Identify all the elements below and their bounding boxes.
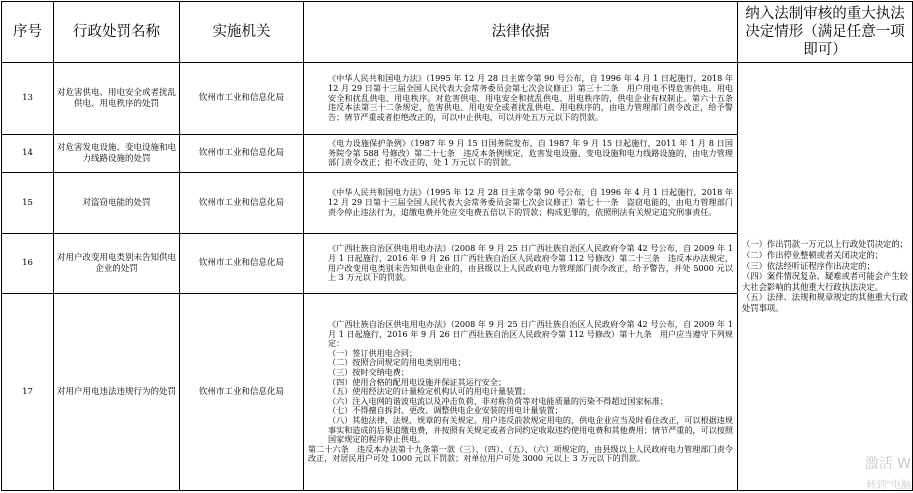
activation-watermark: 激活 W xyxy=(864,456,911,472)
basis-item: （三）按时交纳电费； xyxy=(328,367,409,378)
basis-item: （七）不得擅自拆封、更改、调整供电企业安装的用电计量装置； xyxy=(328,405,563,416)
basis-item: （五）使用经法定的计量检定机构认可的用电计量装置； xyxy=(328,386,531,397)
row-name: 对危害发电设施、变电设施和电力线路设施的处罚 xyxy=(54,135,180,173)
row-name: 对盗窃电能的处罚 xyxy=(54,173,180,234)
row-agency: 钦州市工业和信息化局 xyxy=(180,294,304,491)
penalty-table xyxy=(1,1,913,491)
basis-paragraph: 《广西壮族自治区供电用电办法》（2008 年 9 月 25 日广西壮族自治区人民政府令第 42 号公布，自 2009 年 1 月 1 日起施行，2016 年 9 月 26 日广西壮族自治区人民政府令第 112 号修改）第十九条 用户应当遵守下列规定： xyxy=(328,319,733,349)
basis-item: （八）其他法律、法规、规章的有关规定。用户违反前款规定用电的，供电企业应当及时看住改正，可以根据违规事实和造成的后果追缴电费，并按照有关规定或者合同约定收取违约使用电费和其他费用；情节严重的，可以按照国家规定的程序停止供电。 xyxy=(328,414,733,445)
row-basis xyxy=(304,294,738,491)
basis-paragraph: 《中华人民共和国电力法》（1995 年 12 月 28 日主席令第 90 号公布，自 1996 年 4 月 1 日起施行，2018 年 12 月 29 日第十三届全国人民代表大会常务委员会第七次会议修正）第七十一条 盗窃电能的，由电力管理部门责令停止违法行为，追缴电费并处应交电费五倍以下的罚款；构成犯罪的，依照刑法有关规定追究刑事责任。 xyxy=(328,187,733,217)
condition-item: （三）依法经听证程序作出决定的； xyxy=(742,260,875,271)
row-name: 对危害供电、用电安全或者扰乱供电、用电秩序的处罚 xyxy=(54,63,180,135)
header-agency: 实施机关 xyxy=(180,2,304,63)
row-no: 16 xyxy=(2,234,54,294)
header-basis: 法律依据 xyxy=(304,2,738,63)
basis-item: （四）使用合格的配用电设施并保证其运行安全； xyxy=(328,376,507,387)
condition-item: （五）法律、法规和规章规定的其他重大行政处罚事项。 xyxy=(742,292,908,313)
row-basis xyxy=(304,173,738,234)
basis-paragraph: 《中华人民共和国电力法》（1995 年 12 月 28 日主席令第 90 号公布，自 1996 年 4 月 1 日起施行，2018 年 12 月 29 日第十三届全国人民代表大会常务委员会第七次会议修正）第三十二条 用户用电不得危害供电、用电安全和扰乱供电、用电秩序。对危害供电、用电安全和扰乱供电、用电秩序的，供电企业有权制止。第六十五条 违反本法第三十二条规定，危害供电、用电安全或者扰乱供电、用电秩序的，由电力管理部门责令改正，给予警告；情节严重或者拒绝改正的，可以中止供电，可以并处五万元以下的罚款。 xyxy=(328,72,742,123)
row-no: 14 xyxy=(2,135,54,173)
row-basis xyxy=(304,135,738,173)
table-row xyxy=(2,63,913,135)
header-row xyxy=(2,2,913,63)
condition-item: （四）案件情况复杂、疑难或者可能会产生较大社会影响的其他重大行政执法决定。 xyxy=(742,271,908,292)
row-basis xyxy=(304,234,738,294)
basis-item: （一）签订供用电合同； xyxy=(328,347,418,358)
basis-item: （二）按照合同规定的用电类别用电； xyxy=(328,357,466,368)
basis-paragraph: 《电力设施保护条例》（1987 年 9 月 15 日国务院发布，自 1987 年 9 月 15 日起施行，2011 年 1 月 8 日国务院令第 588 号修改）第二十七条 违反本条例规定，危害发电设施、变电设施和电力线路设施的，由电力管理部门责令改正；拒不改正的，处 1 万元以下的罚款。 xyxy=(328,137,733,168)
condition-item: （二）作出停业整顿或者关闭决定的； xyxy=(742,250,884,261)
condition-item: （一）作出罚款一万元以上行政处罚决定的； xyxy=(742,239,908,250)
condition-cell xyxy=(738,63,913,491)
row-no: 13 xyxy=(2,63,54,135)
row-name: 对用户用电违法违规行为的处罚 xyxy=(54,294,180,491)
row-agency: 钦州市工业和信息化局 xyxy=(180,173,304,234)
activation-watermark-hint: 转到"电脑 xyxy=(866,480,911,491)
header-no: 序号 xyxy=(2,2,54,63)
row-agency: 钦州市工业和信息化局 xyxy=(180,234,304,294)
header-condition: 纳入法制审核的重大执法决定情形（满足任意一项即可） xyxy=(738,2,913,63)
row-agency: 钦州市工业和信息化局 xyxy=(180,135,304,173)
basis-paragraph: 第二十六条 违反本办法第十九条第一款（三）、（四）、（五）、（六）项规定的，由县级以上人民政府电力管理部门责令改正，对居民用户可处 1000 元以下罚款；对单位用户可处 3000 元以上 3 万元以下的罚款。 xyxy=(308,443,733,464)
row-basis xyxy=(304,63,742,135)
basis-item: （六）注入电网的谐波电流以及冲击负荷、非对称负荷等对电能质量的污染不得超过国家标准； xyxy=(328,395,668,406)
row-agency: 钦州市工业和信息化局 xyxy=(180,63,304,135)
basis-paragraph: 《广西壮族自治区供电用电办法》（2008 年 9 月 25 日广西壮族自治区人民政府令第 42 号公布，自 2009 年 1 月 1 日起施行，2016 年 9 月 26 日广西壮族自治区人民政府令第 112 号修改）第二十三条 违反本办法规定，用户改变用电类别未告知供电企业的，由县级以上人民政府电力管理部门责令改正，给予警告，并处 5000 元以上 3 万元以下的罚款。 xyxy=(328,242,733,283)
row-no: 17 xyxy=(2,294,54,491)
row-name: 对用户改变用电类别未告知供电企业的处罚 xyxy=(54,234,180,294)
header-name: 行政处罚名称 xyxy=(54,2,180,63)
row-no: 15 xyxy=(2,173,54,234)
